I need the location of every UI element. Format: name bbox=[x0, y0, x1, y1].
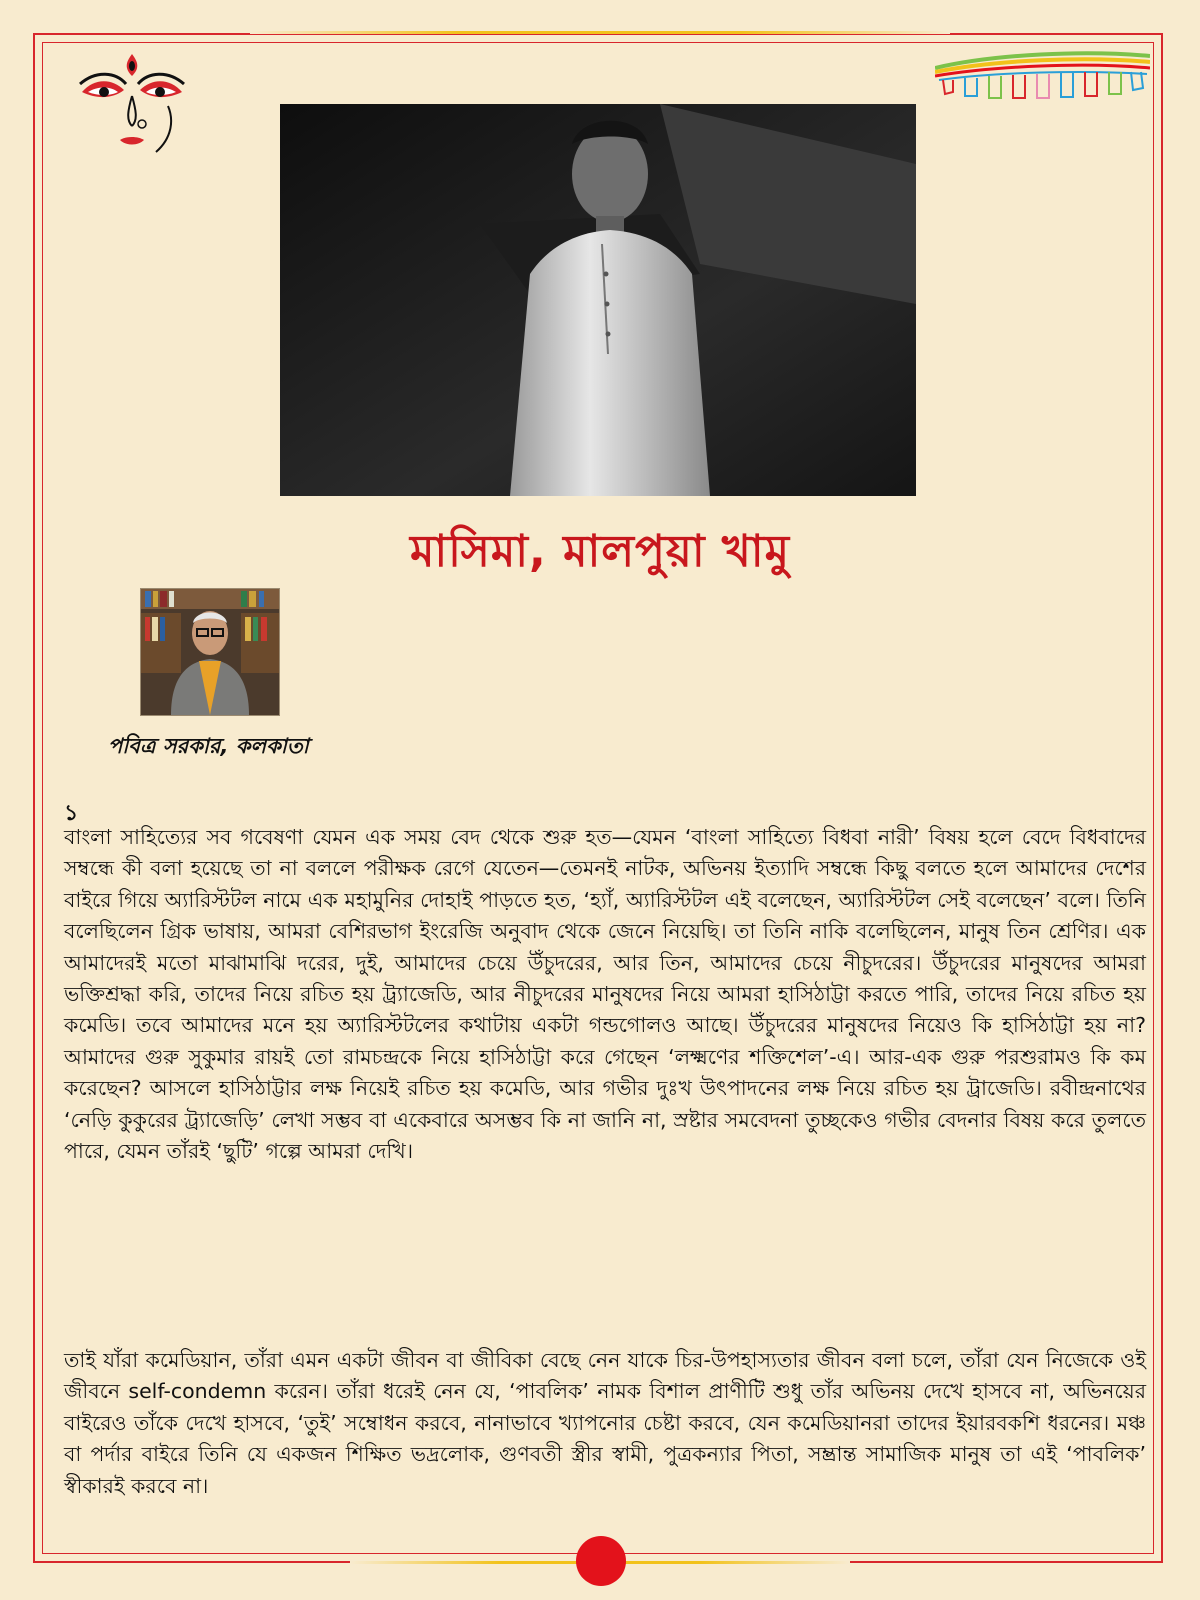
paragraph-2: তাই যাঁরা কমেডিয়ান, তাঁরা এমন একটা জীবন বা জীবিকা বেছে নেন যাকে চির-উপহাস্যতার জীবন বলা চলে, তাঁরা যেন নিজেকে ওই জীবনে self-condemn করেন। তাঁরা ধরেই নেন যে, ‘পাবলিক’ নামক বিশাল প্রাণীটি শুধু তাঁর অভিনয় দেখে হাসবে না, অভিনয়ের বাইরেও তাঁকে দেখে হাসবে, ‘তুই’ সম্বোধন করবে, নানাভাবে খ্যাপনোর চেষ্টা করবে, যেন কমেডিয়ানরা তাদের ইয়ারবকশি ধরনের। মঞ্চ বা পর্দার বাইরে তিনি যে একজন শিক্ষিত ভদ্রলোক, গুণবতী স্ত্রীর স্বামী, পুত্রকন্যার পিতা, সম্ভ্রান্ত সামাজিক মানুষ তা এই ‘পাবলিক’ স্বীকারই করবে না। bbox=[64, 1348, 1146, 1498]
bunting-garland-icon bbox=[935, 50, 1150, 112]
author-byline: পবিত্র সরকার, কলকাতা bbox=[108, 734, 309, 758]
author-photo bbox=[140, 588, 280, 716]
article-title: মাসিমা, মালপুয়া খামু bbox=[410, 526, 790, 577]
film-still-image bbox=[280, 104, 916, 496]
durga-face-icon bbox=[72, 48, 192, 158]
paragraph-1: বাংলা সাহিত্যের সব গবেষণা যেমন এক সময় বেদ থেকে শুরু হত—যেমন ‘বাংলা সাহিত্যে বিধবা নারী’ বিষয় হলে বেদে বিধবাদের সম্বন্ধে কী বলা হয়েছে তা না বললে পরীক্ষক রেগে যেতেন—তেমনই নাটক, অভিনয় ইত্যাদি সম্বন্ধে কিছু বলতে হলে আমাদের দেশের বাইরে গিয়ে অ্যারিস্টটল নামে এক মহামুনির দোহাই পাড়তে হত, ‘হ্যাঁ, অ্যারিস্টটল এই বলেছেন, অ্যারিস্টটল সেই বলেছেন’ বলে। তিনি বলেছিলেন গ্রিক ভাষায়, আমরা বেশিরভাগ ইংরেজি অনুবাদ থেকে জেনে নিয়েছি। তা তিনি নাকি বলেছিলেন, মানুষ তিন শ্রেণির। এক আমাদেরই মতো মাঝামাঝি দরের, দুই, আমাদের চেয়ে উঁচুদরের, আর তিন, আমাদের চেয়ে নীচুদরের। উঁচুদরের মানুষদের আমরা ভক্তিশ্রদ্ধা করি, তাদের নিয়ে রচিত হয় ট্র্যাজেডি, আর নীচুদরের মানুষদের নিয়ে আমরা হাসিঠাট্টা করতে পারি, তাদের নিয়ে রচিত হয় কমেডি। তবে আমাদের মনে হয় অ্যারিস্টটলের কথাটায় একটা গন্ডগোলও আছে। উঁচুদরের মানুষদের নিয়েও কি হাসিঠাট্টা হয় না? আমাদের গুরু সুকুমার রায়ই তো রামচন্দ্রকে নিয়ে হাসিঠাট্টা করে গেছেন ‘লক্ষ্মণের শক্তিশেল’-এ। আর-এক গুরু পরশুরামও কি কম করেছেন? আসলে হাসিঠাট্টার লক্ষ নিয়েই রচিত হয় কমেডি, আর গভীর দুঃখ উৎপাদনের লক্ষ নিয়ে রচিত হয় ট্রাজেডি। রবীন্দ্রনাথের ‘নেড়ি কুকুরের ট্র্যাজেড়ি’ লেখা সম্ভব বা একেবারে অসম্ভব কি না জানি না, স্রষ্টার সমবেদনা তুচ্ছকেও গভীর বেদনার বিষয় করে তুলতে পারে, যেমন তাঁরই ‘ছুটি’ গল্পে আমরা দেখি। bbox=[64, 825, 1146, 1164]
top-decorative-line bbox=[250, 31, 950, 34]
red-dot-icon bbox=[576, 1536, 626, 1586]
section-number: ১ bbox=[64, 801, 79, 826]
